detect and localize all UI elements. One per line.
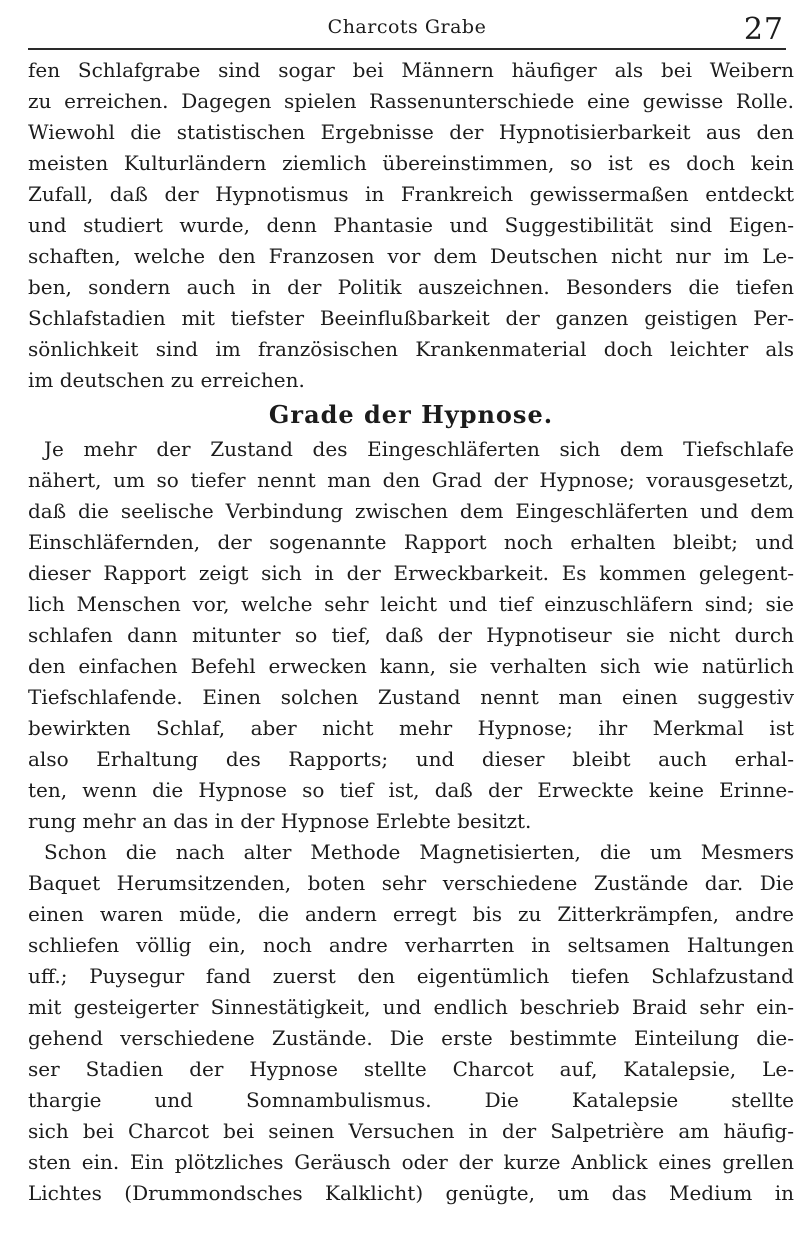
text-line: dieser Rapport zeigt sich in der Erweckbarkeit. Es kommen gelegent-	[28, 561, 794, 585]
text-line: ten, wenn die Hypnose so tief ist, daß der Erweckte keine Erinne-	[28, 778, 794, 802]
running-header	[28, 14, 786, 50]
text-line: zu erreichen. Dagegen spielen Rassenunterschiede eine gewisse Rolle.	[28, 89, 794, 113]
text-line: im deutschen zu erreichen.	[28, 368, 305, 392]
text-line: Wiewohl die statistischen Ergebnisse der Hypnotisierbarkeit aus den	[28, 120, 794, 144]
text-line: fen Schlafgrabe sind sogar bei Männern häufiger als bei Weibern	[28, 58, 794, 82]
page-number: 27	[743, 12, 784, 47]
text-line: Zufall, daß der Hypnotismus in Frankreich gewissermaßen entdeckt	[28, 182, 794, 206]
text-line: sönlichkeit sind im französischen Krankenmaterial doch leichter als	[28, 337, 794, 361]
section-heading: Grade der Hypnose.	[268, 400, 554, 429]
text-line: sten ein. Ein plötzliches Geräusch oder der kurze Anblick eines grellen	[28, 1150, 794, 1174]
paragraph-3	[28, 837, 794, 1209]
text-line: einen waren müde, die andern erregt bis zu Zitterkrämpfen, andre	[28, 902, 794, 926]
paragraph-1	[28, 55, 794, 396]
text-line: uff.; Puysegur fand zuerst den eigentümlich tiefen Schlafzustand	[28, 964, 794, 988]
text-line: mit gesteigerter Sinnestätigkeit, und endlich beschrieb Braid sehr ein-	[28, 995, 794, 1019]
text-line: schaften, welche den Franzosen vor dem Deutschen nicht nur im Le-	[28, 244, 794, 268]
text-line: Schon die nach alter Methode Magnetisierten, die um Mesmers	[44, 840, 794, 864]
text-line: Tiefschlafende. Einen solchen Zustand nennt man einen suggestiv	[28, 685, 794, 709]
text-line: rung mehr an das in der Hypnose Erlebte besitzt.	[28, 809, 532, 833]
text-line: thargie und Somnambulismus. Die Katalepsie stellte	[28, 1088, 794, 1112]
text-line: Baquet Herumsitzenden, boten sehr verschiedene Zustände dar. Die	[28, 871, 794, 895]
body-text	[28, 55, 794, 1209]
text-line: schlafen dann mitunter so tief, daß der Hypnotiseur sie nicht durch	[28, 623, 794, 647]
text-line: gehend verschiedene Zustände. Die erste bestimmte Einteilung die-	[28, 1026, 794, 1050]
text-line: ser Stadien der Hypnose stellte Charcot auf, Katalepsie, Le-	[28, 1057, 794, 1081]
text-line: ben, sondern auch in der Politik auszeichnen. Besonders die tiefen	[28, 275, 794, 299]
text-line: Einschläfernden, der sogenannte Rapport noch erhalten bleibt; und	[28, 530, 794, 554]
text-line: schliefen völlig ein, noch andre verharrten in seltsamen Haltungen	[28, 933, 794, 957]
paragraph-2	[28, 434, 794, 837]
running-title: Charcots Grabe	[327, 16, 487, 38]
text-line: Lichtes (Drummondsches Kalklicht) genügte, um das Medium in	[28, 1181, 794, 1205]
text-line: und studiert wurde, denn Phantasie und Suggestibilität sind Eigen-	[28, 213, 794, 237]
text-line: also Erhaltung des Rapports; und dieser bleibt auch erhal-	[28, 747, 794, 771]
text-line: lich Menschen vor, welche sehr leicht und tief einzuschläfern sind; sie	[28, 592, 794, 616]
text-line: Schlafstadien mit tiefster Beeinflußbarkeit der ganzen geistigen Per-	[28, 306, 794, 330]
text-line: bewirkten Schlaf, aber nicht mehr Hypnose; ihr Merkmal ist	[28, 716, 794, 740]
text-line: meisten Kulturländern ziemlich übereinstimmen, so ist es doch kein	[28, 151, 794, 175]
text-line: Je mehr der Zustand des Eingeschläferten sich dem Tiefschlafe	[44, 437, 794, 461]
text-line: sich bei Charcot bei seinen Versuchen in der Salpetrière am häufig-	[28, 1119, 794, 1143]
text-line: nähert, um so tiefer nennt man den Grad der Hypnose; vorausgesetzt,	[28, 468, 794, 492]
text-line: den einfachen Befehl erwecken kann, sie verhalten sich wie natürlich	[28, 654, 794, 678]
text-line: daß die seelische Verbindung zwischen dem Eingeschläferten und dem	[28, 499, 794, 523]
